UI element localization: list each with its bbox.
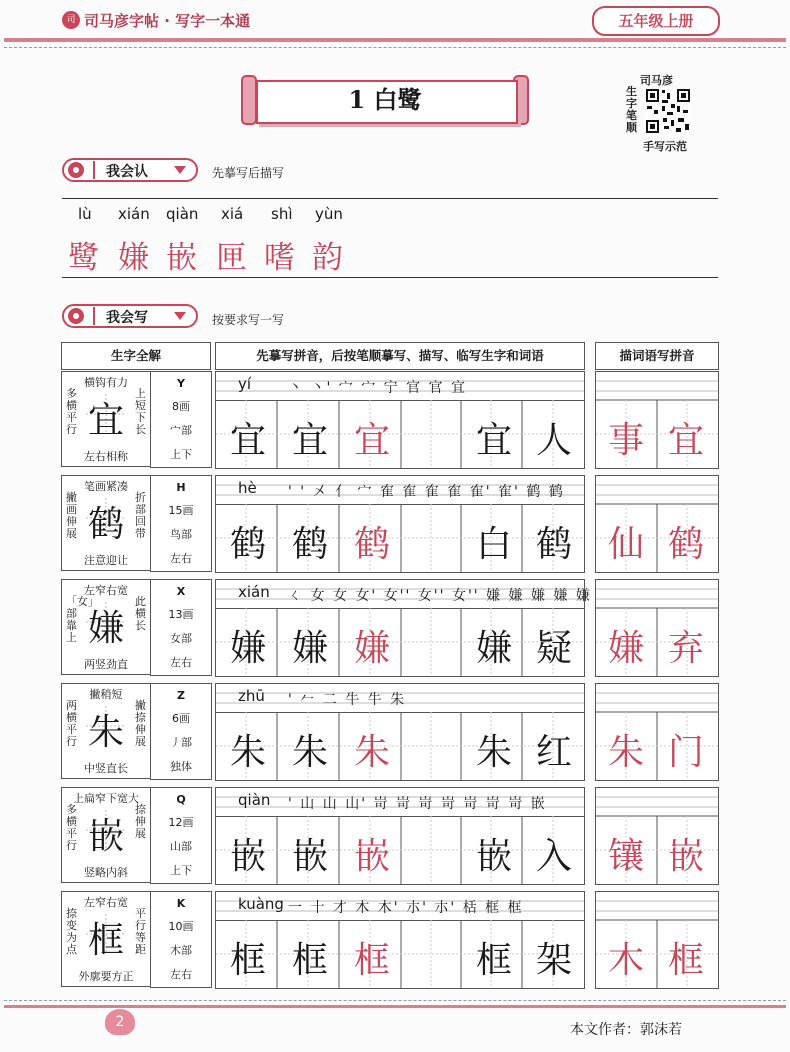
footer-divider xyxy=(4,1005,786,1008)
qr-code-icon[interactable] xyxy=(645,88,691,134)
word-character: 框 xyxy=(476,940,513,981)
trace-character[interactable]: 鹤 xyxy=(354,524,391,565)
word-trace-box xyxy=(595,683,719,781)
tip-top: 撇稍短 xyxy=(89,688,123,701)
pinyin-stroke-band xyxy=(216,684,584,713)
tip-left: 「女」部靠上 xyxy=(66,595,99,644)
writing-practice-box xyxy=(215,787,585,885)
header-dashed-divider xyxy=(4,47,786,48)
char-info-column xyxy=(150,579,210,675)
analysis-character: 鹤 xyxy=(87,504,124,545)
trace-word-character[interactable]: 嵌 xyxy=(668,836,705,877)
qr-caption-top: 司马彦 xyxy=(640,74,673,87)
tip-top: 笔画紧凑 xyxy=(84,480,128,493)
word-character: 入 xyxy=(536,836,573,877)
tip-left: 撇画伸展 xyxy=(66,491,77,540)
vocab-pinyin: shì xyxy=(271,205,293,223)
tip-bottom: 注意迎让 xyxy=(84,554,128,567)
pinyin-stroke-band xyxy=(216,476,584,505)
practice-grid[interactable] xyxy=(216,504,584,572)
tip-bottom: 中竖直长 xyxy=(84,762,128,775)
model-character: 嫌 xyxy=(230,628,267,669)
trace-word-character[interactable]: 门 xyxy=(668,732,705,773)
vocab-character: 韵 xyxy=(312,240,343,276)
tip-top: 上扁窄下宽大 xyxy=(73,792,139,805)
trace-word-character[interactable]: 宜 xyxy=(668,420,705,461)
initial-letter: K xyxy=(150,891,212,917)
char-analysis-box xyxy=(61,891,151,987)
page-number: 2 xyxy=(105,1009,135,1035)
vocab-pinyin: qiàn xyxy=(166,205,199,223)
tip-right: 折部回带 xyxy=(135,491,146,540)
tip-top: 左窄右宽 xyxy=(84,584,128,597)
stroke-count: 13画 xyxy=(150,603,212,628)
tip-right: 此横长 xyxy=(135,595,146,632)
radical: 女部 xyxy=(150,627,212,652)
analysis-character: 嫌 xyxy=(87,608,124,649)
model-character: 朱 xyxy=(230,732,267,773)
analysis-character: 朱 xyxy=(87,712,124,753)
radical: 鸟部 xyxy=(150,523,212,548)
section-hint-recognize: 先摹写后描写 xyxy=(212,166,285,180)
tip-left: 两横平行 xyxy=(66,699,77,748)
word-trace-box xyxy=(595,891,719,989)
word-character: 白 xyxy=(476,524,513,565)
trace-word-character[interactable]: 朱 xyxy=(608,732,645,773)
pinyin-tracing[interactable]: kuàng xyxy=(238,895,284,913)
copy-character[interactable]: 朱 xyxy=(292,732,329,773)
trace-word-character[interactable]: 鹤 xyxy=(668,524,705,565)
analysis-character: 框 xyxy=(87,920,124,961)
structure: 左右 xyxy=(150,547,212,572)
vocab-top-rule xyxy=(62,198,718,199)
trace-word-character[interactable]: 弃 xyxy=(668,628,705,669)
pinyin-tracing[interactable]: yí xyxy=(238,375,252,393)
pinyin-tracing[interactable]: qiàn xyxy=(238,791,271,809)
initial-letter: Y xyxy=(150,371,212,397)
footer-dashed-divider xyxy=(4,1000,786,1001)
radical: 木部 xyxy=(150,939,212,964)
initial-letter: X xyxy=(150,579,212,605)
practice-grid[interactable] xyxy=(216,712,584,780)
initial-letter: Q xyxy=(150,787,212,813)
trace-word-character[interactable]: 嫌 xyxy=(608,628,645,669)
qr-caption-bottom: 手写示范 xyxy=(643,140,687,153)
stroke-count: 12画 xyxy=(150,811,212,836)
pinyin-tracing[interactable]: hè xyxy=(238,479,257,497)
char-analysis-box xyxy=(61,475,151,571)
author-credit: 本文作者：郭沫若 xyxy=(570,1022,682,1038)
tip-bottom: 两竖劲直 xyxy=(84,658,128,671)
char-info-column xyxy=(150,371,210,467)
practice-grid[interactable] xyxy=(216,920,584,988)
word-character: 嵌 xyxy=(476,836,513,877)
tip-bottom: 左右相称 xyxy=(84,450,128,463)
column-header-analysis: 生字全解 xyxy=(61,342,211,370)
practice-grid[interactable] xyxy=(216,608,584,676)
initial-letter: Z xyxy=(150,683,212,709)
word-trace-box xyxy=(595,579,719,677)
trace-word-character[interactable]: 仙 xyxy=(608,524,645,565)
trace-word-character[interactable]: 事 xyxy=(608,420,645,461)
trace-character[interactable]: 框 xyxy=(354,940,391,981)
copy-character[interactable]: 鹤 xyxy=(292,524,329,565)
word-character: 鹤 xyxy=(536,524,573,565)
vocab-character: 鹭 xyxy=(68,240,99,276)
pinyin-stroke-band xyxy=(216,892,584,921)
structure: 独体 xyxy=(150,755,212,780)
practice-grid[interactable] xyxy=(216,816,584,884)
vocab-character: 嗜 xyxy=(264,240,295,276)
qr-caption-side: 生字笔顺 xyxy=(626,85,637,134)
vocab-character: 匣 xyxy=(216,240,247,276)
grade-badge: 五年级上册 xyxy=(592,6,720,36)
writing-practice-box xyxy=(215,891,585,989)
word-trace-box xyxy=(595,371,719,469)
writing-practice-box xyxy=(215,371,585,469)
radical: 丿部 xyxy=(150,731,212,756)
stroke-order: ' 山 山 山' 岢 岢 岢 岢 岢 岢 岢 嵌 xyxy=(288,796,547,812)
char-analysis-box xyxy=(61,683,151,779)
structure: 上下 xyxy=(150,859,212,884)
stroke-count: 15画 xyxy=(150,499,212,524)
word-character: 疑 xyxy=(536,628,573,669)
word-character: 红 xyxy=(536,732,573,773)
char-info-column xyxy=(150,475,210,571)
section-label-recognize: 我会认 xyxy=(106,164,148,180)
radical: 宀部 xyxy=(150,419,212,444)
tip-bottom: 外廓要方正 xyxy=(78,970,134,983)
trace-word-character[interactable]: 框 xyxy=(668,940,705,981)
trace-word-character[interactable]: 镶 xyxy=(608,836,645,877)
writing-practice-box xyxy=(215,475,585,573)
word-character: 朱 xyxy=(476,732,513,773)
tip-top: 左窄右宽 xyxy=(84,896,128,909)
model-character: 框 xyxy=(230,940,267,981)
analysis-character: 嵌 xyxy=(87,816,124,857)
tip-right: 上短下长 xyxy=(135,387,146,436)
trace-character[interactable]: 宜 xyxy=(354,420,391,461)
copy-character[interactable]: 框 xyxy=(292,940,329,981)
column-header-practice: 先摹写拼音，后按笔顺摹写、描写、临写生字和词语 xyxy=(215,342,585,370)
model-character: 嵌 xyxy=(230,836,267,877)
tip-right: 撇捺伸展 xyxy=(135,699,146,748)
pinyin-tracing[interactable]: xián xyxy=(238,583,270,601)
section-hint-write: 按要求写一写 xyxy=(212,313,285,327)
publisher-logo: 司 xyxy=(62,11,80,29)
tip-left: 多横平行 xyxy=(66,803,77,852)
char-info-column xyxy=(150,787,210,883)
char-analysis-box xyxy=(61,787,151,883)
tip-left: 多横平行 xyxy=(66,387,77,436)
tip-bottom: 竖略内斜 xyxy=(84,866,128,879)
vocab-character: 嵌 xyxy=(166,240,197,276)
column-header-words: 描词语写拼音 xyxy=(595,342,719,370)
structure: 左右 xyxy=(150,963,212,988)
trace-word-character[interactable]: 木 xyxy=(608,940,645,981)
model-character: 宜 xyxy=(230,420,267,461)
tip-top: 横钩有力 xyxy=(84,376,128,389)
stroke-order: 丶 丶' 宀 宀 宁 官 官 宜 xyxy=(288,380,467,396)
stroke-order: ' 𠂉 二 牛 牛 朱 xyxy=(288,692,407,708)
trace-character[interactable]: 朱 xyxy=(354,732,391,773)
lesson-title: 1 白鹭 xyxy=(348,85,422,114)
pinyin-stroke-band xyxy=(216,580,592,609)
char-info-column xyxy=(150,891,210,987)
copy-character[interactable]: 嵌 xyxy=(292,836,329,877)
structure: 上下 xyxy=(150,443,212,468)
word-character: 架 xyxy=(536,940,573,981)
tip-right: 平行等距 xyxy=(135,907,146,956)
section-label-write: 我会写 xyxy=(106,310,148,326)
pinyin-stroke-band xyxy=(216,372,584,401)
header-divider xyxy=(4,38,786,42)
vocab-character: 嫌 xyxy=(118,240,149,276)
structure: 左右 xyxy=(150,651,212,676)
trace-character[interactable]: 嫌 xyxy=(354,628,391,669)
stroke-count: 10画 xyxy=(150,915,212,940)
writing-practice-box xyxy=(215,579,592,677)
tip-left: 捺变为点 xyxy=(66,907,77,956)
pinyin-tracing[interactable]: zhū xyxy=(238,687,265,705)
copy-character[interactable]: 嫌 xyxy=(292,628,329,669)
writing-practice-box xyxy=(215,683,585,781)
stroke-order: ㄑ 女 女 女' 女'' 女'' 女'' 嫌 嫌 嫌 嫌 嫌 xyxy=(288,588,592,604)
vocab-pinyin: lù xyxy=(78,205,92,223)
stroke-count: 6画 xyxy=(150,707,212,732)
radical: 山部 xyxy=(150,835,212,860)
copy-character[interactable]: 宜 xyxy=(292,420,329,461)
pinyin-stroke-band xyxy=(216,788,584,817)
tip-right: 捺伸展 xyxy=(135,803,146,840)
word-trace-box xyxy=(595,787,719,885)
stroke-order: ' ' 㐅 亻 宀 隺 隺 隺 隺 隺' 隺' 鹤 鹤 xyxy=(288,484,565,500)
char-info-column xyxy=(150,683,210,779)
practice-grid[interactable] xyxy=(216,400,584,468)
analysis-character: 宜 xyxy=(87,400,124,441)
char-analysis-box xyxy=(61,371,151,467)
word-trace-box xyxy=(595,475,719,573)
word-character: 宜 xyxy=(476,420,513,461)
vocab-pinyin: yùn xyxy=(315,205,343,223)
book-title: 司马彦字帖 · 写字一本通 xyxy=(84,12,251,30)
stroke-order: 一 十 才 木 木' 朩' 朩' 栝 框 框 xyxy=(288,900,524,916)
word-character: 人 xyxy=(536,420,573,461)
model-character: 鹤 xyxy=(230,524,267,565)
vocab-pinyin: xiá xyxy=(221,205,244,223)
word-character: 嫌 xyxy=(476,628,513,669)
trace-character[interactable]: 嵌 xyxy=(354,836,391,877)
initial-letter: H xyxy=(150,475,212,501)
char-analysis-box xyxy=(61,579,151,675)
vocab-pinyin: xián xyxy=(118,205,150,223)
stroke-count: 8画 xyxy=(150,395,212,420)
vocab-bottom-rule xyxy=(62,277,718,278)
